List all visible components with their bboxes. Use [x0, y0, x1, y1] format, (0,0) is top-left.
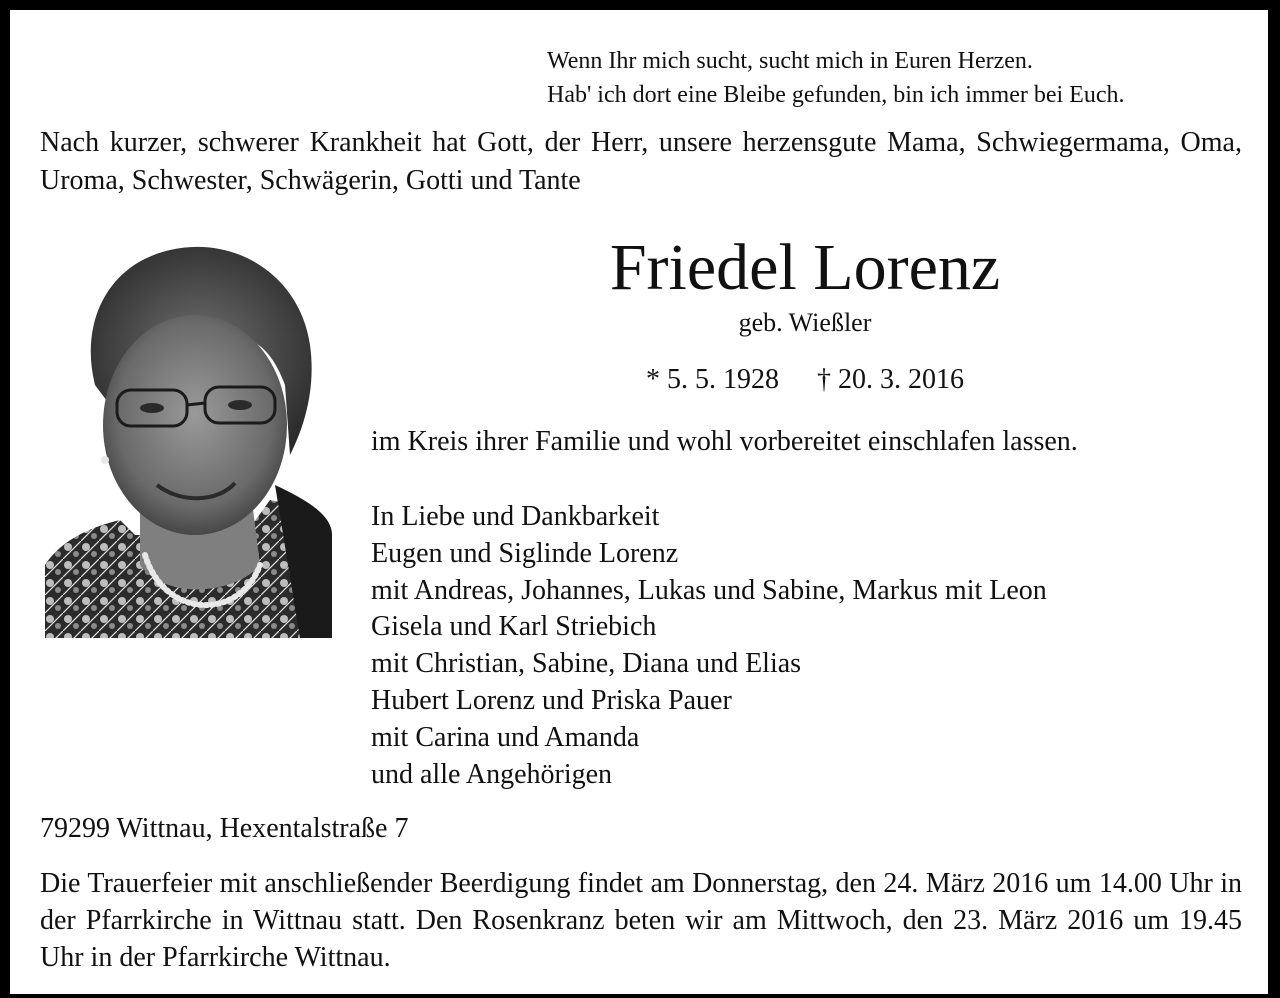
poem-line-2: Hab' ich dort eine Bleibe gefunden, bin ich immer bei Euch.: [547, 82, 1125, 108]
address: 79299 Wittnau, Hexentalstraße 7: [40, 813, 409, 844]
life-dates: [570, 363, 1040, 397]
portrait-photo: [45, 235, 332, 638]
family-line: In Liebe und Dankbarkeit: [371, 501, 660, 532]
funeral-notice: Die Trauerfeier mit anschließender Beerdigung findet am Donnerstag, den 24. März 2016 um 14.00 Uhr in der Pfarrkirche in Wittnau statt. Den Rosenkranz beten wir am Mittwoch, den 23. März 2016 um 19.45 Uhr in der Pfarrkirche Wittnau.: [40, 868, 1242, 973]
family-line: mit Andreas, Johannes, Lukas und Sabine, Markus mit Leon: [371, 574, 1047, 606]
obituary-notice: [10, 10, 1268, 994]
family-line: Gisela und Karl Striebich: [371, 611, 657, 643]
intro-text: Nach kurzer, schwerer Krankheit hat Gott, der Herr, unsere herzensgute Mama, Schwiegermama, Oma, Uroma, Schwester, Schwägerin, Gotti und Tante: [40, 127, 1242, 196]
memorial-poem: [547, 44, 1267, 112]
family-line: Hubert Lorenz und Priska Pauer: [371, 684, 732, 716]
family-line: Eugen und Siglinde Lorenz: [371, 537, 679, 569]
closing-line: im Kreis ihrer Familie und wohl vorbereitet einschlafen lassen.: [371, 426, 1078, 457]
poem-line-1: Wenn Ihr mich sucht, sucht mich in Euren Herzen.: [547, 48, 1033, 74]
birth-date: * 5. 5. 1928: [646, 364, 779, 395]
family-line: mit Christian, Sabine, Diana und Elias: [371, 648, 802, 680]
family-line: und alle Angehörigen: [371, 758, 613, 790]
death-date: † 20. 3. 2016: [817, 364, 964, 395]
deceased-name: Friedel Lorenz: [609, 231, 1001, 304]
maiden-name: geb. Wießler: [738, 308, 872, 337]
family-signatures: [371, 499, 1251, 793]
family-line: mit Carina und Amanda: [371, 721, 640, 753]
